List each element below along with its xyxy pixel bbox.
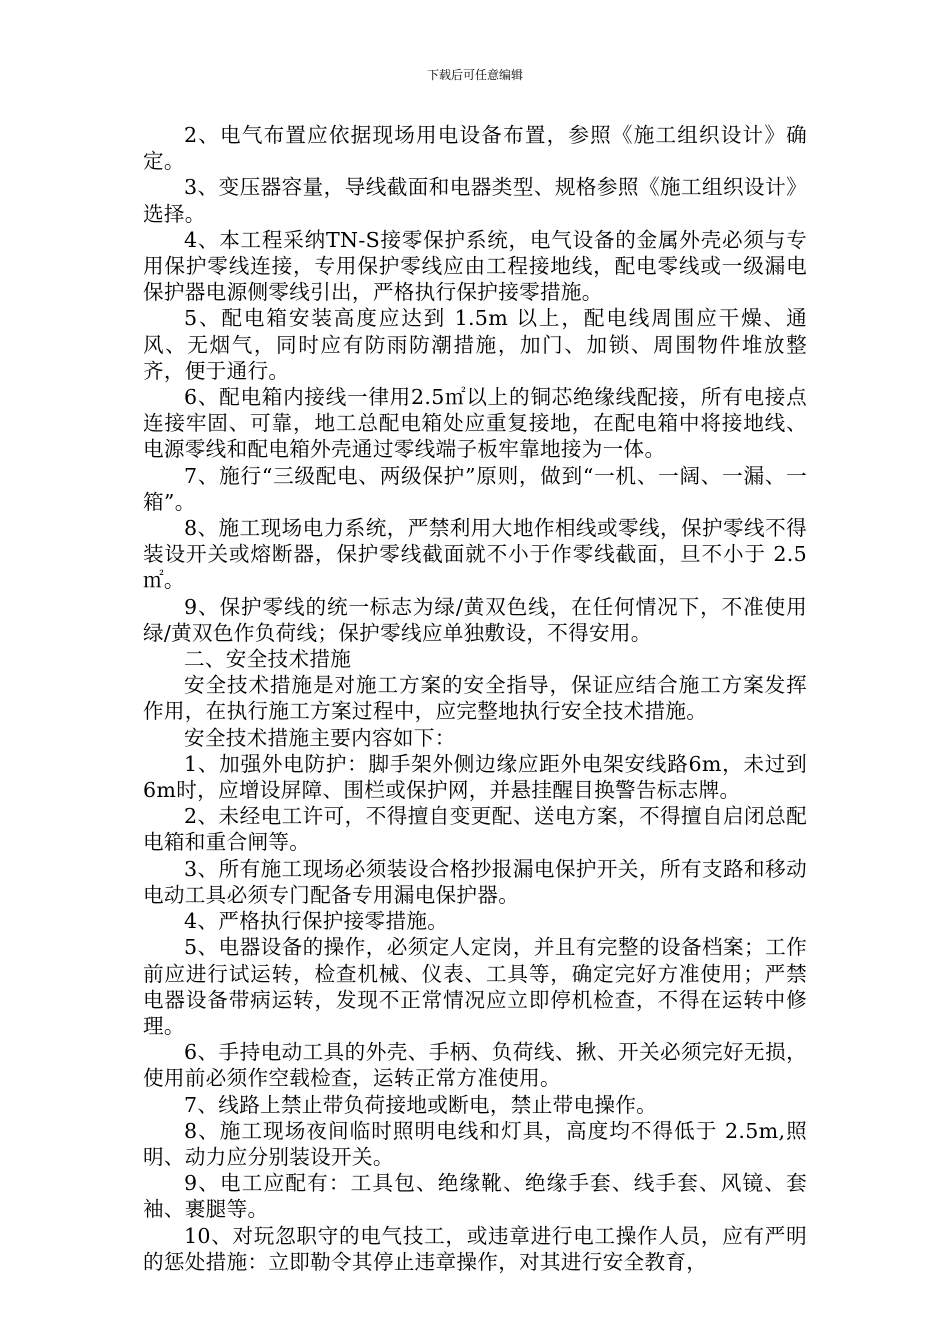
paragraph: 6、配电箱内接线一律用2.5㎡以上的铜芯绝缘线配接，所有电接点连接牢固、可靠，地工总配电箱处应重复接地，在配电箱中将接地线、电源零线和配电箱外壳通过零线端子板牢靠地接为一体。: [143, 385, 807, 462]
paragraph: 安全技术措施主要内容如下：: [184, 725, 456, 750]
paragraph: 4、本工程采纳TN-S接零保护系统，电气设备的金属外壳必须与专用保护零线连接，专用保护零线应由工程接地线，配电零线或一级漏电保护器电源侧零线引出，严格执行保护接零措施。: [143, 227, 807, 305]
paragraph: 2、电气布置应依据现场用电设备布置，参照《施工组织设计》确定。: [143, 123, 807, 174]
page-header-note: 下载后可任意编辑: [426, 68, 523, 82]
paragraph: 3、所有施工现场必须装设合格抄报漏电保护开关，所有支路和移动电动工具必须专门配备专用漏电保护器。: [143, 856, 807, 907]
paragraph: 7、施行“三级配电、两级保护”原则，做到“一机、一阔、一漏、一箱”。: [143, 463, 807, 514]
paragraph: 10、对玩忽职守的电气技工，或违章进行电工操作人员，应有严明的惩处措施：立即勒令其停止违章操作，对其进行安全教育，: [143, 1223, 807, 1274]
paragraph: 9、电工应配有：工具包、绝缘靴、绝缘手套、线手套、风镜、套袖、裹腿等。: [143, 1171, 807, 1222]
paragraph: 3、变压器容量，导线截面和电器类型、规格参照《施工组织设计》选择。: [143, 175, 807, 226]
paragraph: 1、加强外电防护：脚手架外侧边缘应距外电架安线路6m，未过到 6m时，应增设屏障、围栏或保护网，并悬挂醒目换警告标志牌。: [143, 751, 807, 803]
paragraph: 安全技术措施是对施工方案的安全指导，保证应结合施工方案发挥作用，在执行施工方案过程中，应完整地执行安全技术措施。: [143, 673, 807, 724]
paragraph: 7、线路上禁止带负荷接地或断电，禁止带电操作。: [184, 1092, 658, 1117]
section-heading: 二、安全技术措施: [184, 647, 352, 672]
paragraph: 8、施工现场电力系统，严禁利用大地作相线或零线，保护零线不得装设开关或熔断器，保护零线截面就不小于作零线截面，旦不小于 2.5㎡。: [143, 516, 807, 593]
paragraph: 9、保护零线的统一标志为绿/黄双色线，在任何情况下，不准使用绿/黄双色作负荷线；保护零线应单独敷设，不得安用。: [143, 594, 807, 645]
paragraph: 8、施工现场夜间临时照明电线和灯具，高度均不得低于 2.5m,照明、动力应分别装设开关。: [143, 1118, 807, 1169]
paragraph: 5、电器设备的操作，必须定人定岗，并且有完整的设备档案；工作前应进行试运转，检查机械、仪表、工具等，确定完好方准使用；严禁电器设备带病运转，发现不正常情况应立即停机检查，不得在运转中修理。: [143, 935, 807, 1038]
paragraph: 4、严格执行保护接零措施。: [184, 909, 449, 934]
document-body: [143, 122, 807, 1275]
paragraph: 5、配电箱安装高度应达到 1.5m 以上，配电线周围应干燥、通风、无烟气，同时应有防雨防潮措施，加门、加锁、周围物件堆放整齐，便于通行。: [143, 306, 807, 383]
paragraph: 2、未经电工许可，不得擅自变更配、送电方案，不得擅自启闭总配电箱和重合闸等。: [143, 804, 807, 855]
paragraph: 6、手持电动工具的外壳、手柄、负荷线、揪、开关必须完好无损，使用前必须作空载检查，运转正常方准使用。: [143, 1040, 807, 1091]
